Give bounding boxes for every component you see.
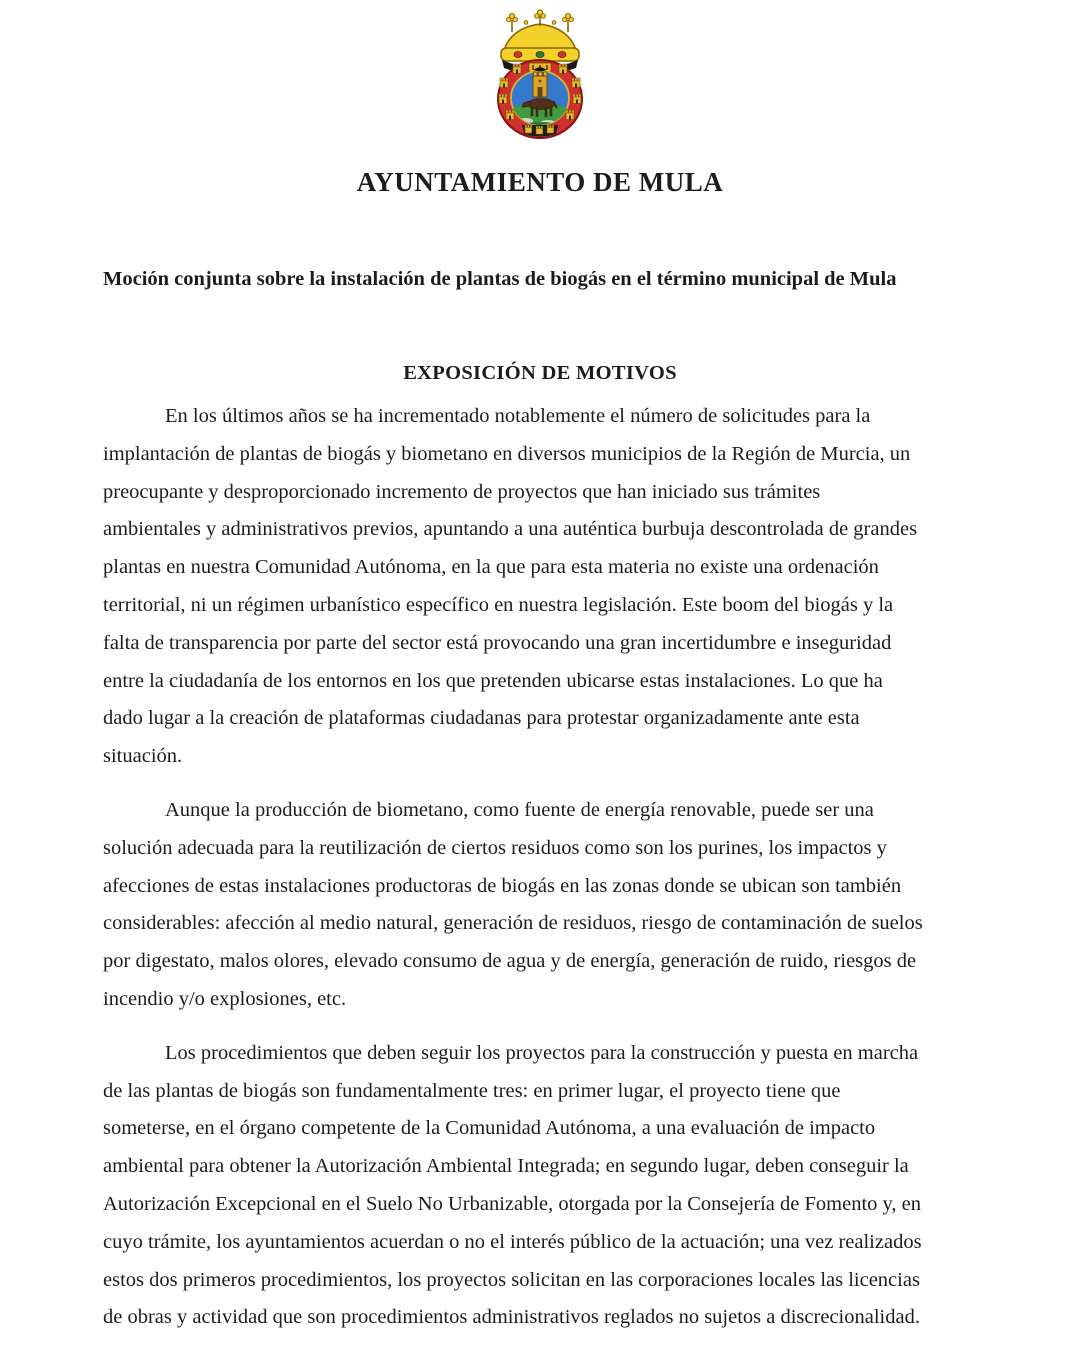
page-title: AYUNTAMIENTO DE MULA bbox=[356, 167, 724, 197]
document-subtitle: Moción conjunta sobre la instalación de plantas de biogás en el término municipal de Mula bbox=[103, 268, 897, 290]
text-line: falta de transparencia por parte del sector está provocando una gran incertidumbre e inseguridad bbox=[103, 631, 892, 654]
mula-coat-of-arms-icon bbox=[488, 8, 592, 140]
text-line: ambiental para obtener la Autorización Ambiental Integrada; en segundo lugar, deben conseguir la bbox=[103, 1155, 909, 1178]
text-line: Autorización Excepcional en el Suelo No Urbanizable, otorgada por la Consejería de Fomento y, en bbox=[103, 1192, 922, 1215]
text-line: Aunque la producción de biometano, como fuente de energía renovable, puede ser una bbox=[165, 798, 874, 821]
text-line: entre la ciudadanía de los entornos en los que pretenden ubicarse estas instalaciones. Lo que ha bbox=[103, 669, 883, 692]
text-line: implantación de plantas de biogás y biometano en diversos municipios de la Región de Murcia, un bbox=[103, 442, 911, 465]
text-line: incendio y/o explosiones, etc. bbox=[103, 987, 347, 1010]
text-line: situación. bbox=[103, 745, 183, 768]
text-line: solución adecuada para la reutilización de ciertos residuos como son los purines, los impactos y bbox=[103, 836, 887, 859]
text-line: ambientales y administrativos previos, apuntando a una auténtica burbuja descontrolada de grandes bbox=[103, 518, 918, 541]
text-line: cuyo trámite, los ayuntamientos acuerdan o no el interés público de la actuación; una vez realizados bbox=[103, 1230, 922, 1253]
text-line: de obras y actividad que son procedimientos administrativos reglados no sujetos a discrecionalidad. bbox=[103, 1306, 920, 1329]
paragraph bbox=[103, 398, 975, 776]
text-line: someterse, en el órgano competente de la Comunidad Autónoma, a una evaluación de impacto bbox=[103, 1117, 876, 1140]
text-line: territorial, ni un régimen urbanístico específico en nuestra legislación. Este boom del biogás y la bbox=[103, 593, 894, 616]
paragraphs bbox=[103, 398, 975, 1337]
text-line: dado lugar a la creación de plataformas ciudadanas para protestar organizadamente ante esta bbox=[103, 707, 860, 730]
text-line: Los procedimientos que deben seguir los proyectos para la construcción y puesta en marcha bbox=[165, 1041, 919, 1064]
text-line: considerables: afección al medio natural, generación de residuos, riesgo de contaminación de suelos bbox=[103, 912, 923, 935]
text-line: de las plantas de biogás son fundamentalmente tres: en primer lugar, el proyecto tiene que bbox=[103, 1079, 841, 1102]
text-line: estos dos primeros procedimientos, los proyectos solicitan en las corporaciones locales las licencias bbox=[103, 1268, 920, 1291]
text-line: preocupante y desproporcionado incremento de proyectos que han iniciado sus trámites bbox=[103, 480, 821, 503]
section-heading: EXPOSICIÓN DE MOTIVOS bbox=[403, 362, 677, 384]
text-line: afecciones de estas instalaciones productoras de biogás en las zonas donde se ubican son también bbox=[103, 874, 902, 897]
paragraph bbox=[103, 792, 975, 1019]
text-line: plantas en nuestra Comunidad Autónoma, en la que para esta materia no existe una ordenación bbox=[103, 556, 879, 579]
text-line: En los últimos años se ha incrementado notablemente el número de solicitudes para la bbox=[165, 405, 871, 427]
text-line: por digestato, malos olores, elevado consumo de agua y de energía, generación de ruido, riesgos de bbox=[103, 950, 917, 973]
crest-container bbox=[0, 0, 1080, 140]
paragraph bbox=[103, 1035, 975, 1337]
